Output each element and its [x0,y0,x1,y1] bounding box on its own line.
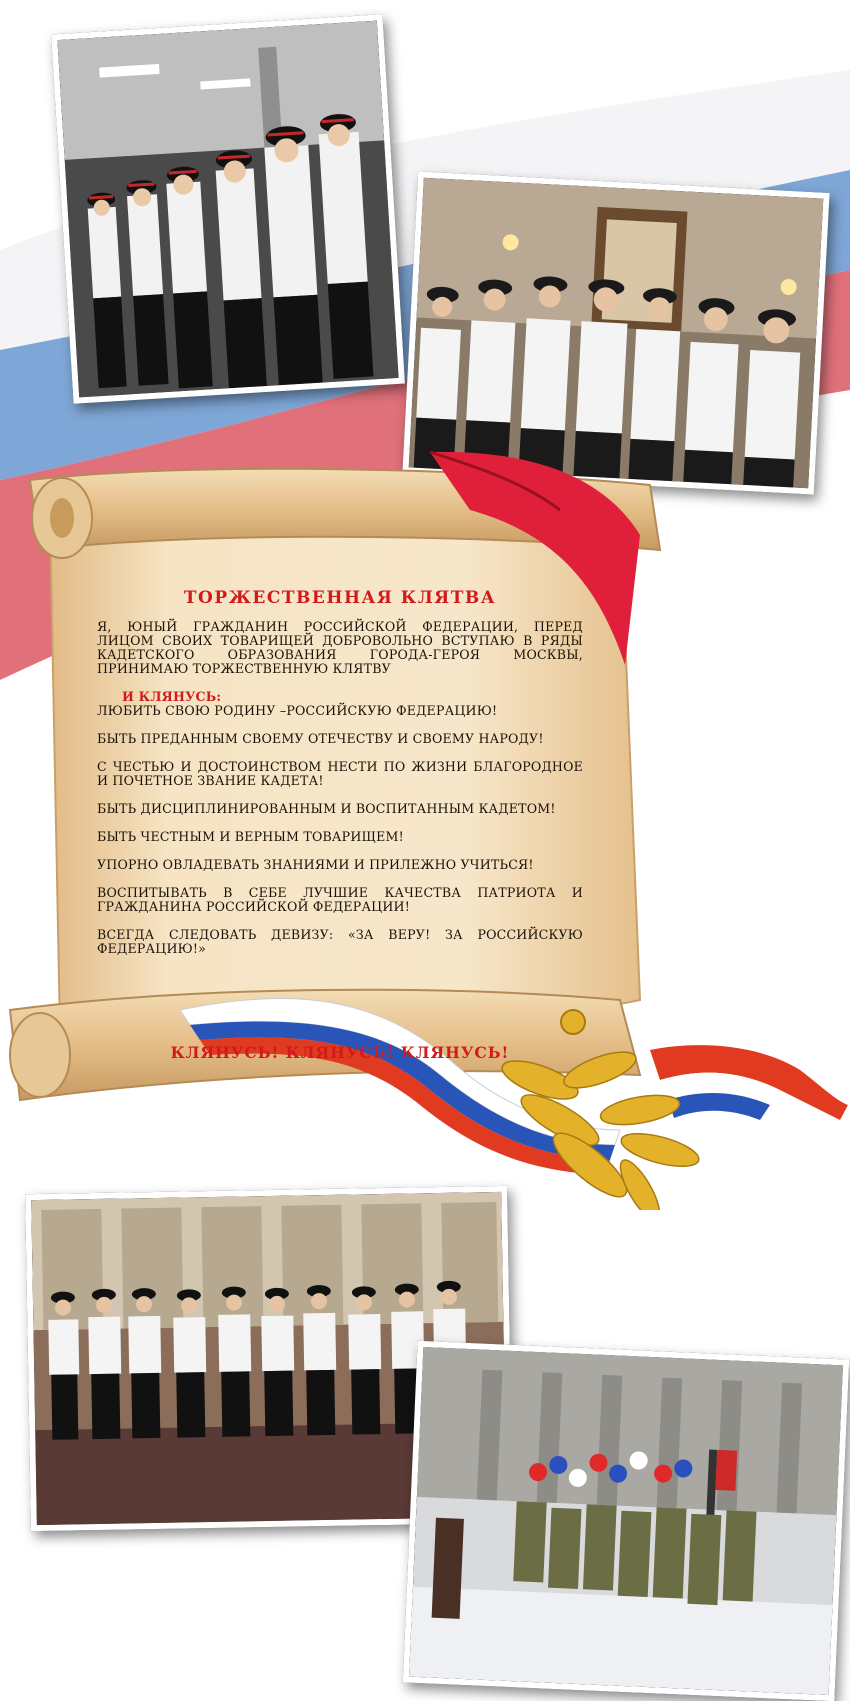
photo-cadets-boys-icon [57,21,398,398]
oath-line: ЛЮБИТЬ СВОЮ РОДИНУ –РОССИЙСКУЮ ФЕДЕРАЦИЮ! [97,703,498,718]
oath-line: С ЧЕСТЬЮ И ДОСТОИНСТВОМ НЕСТИ ПО ЖИЗНИ БЛАГОРОДНОЕ И ПОЧЕТНОЕ ЗВАНИЕ КАДЕТА! [97,759,583,788]
oath-line: БЫТЬ ПРЕДАННЫМ СВОЕМУ ОТЕЧЕСТВУ И СВОЕМУ НАРОДУ! [97,731,544,746]
photo-cadets-outdoor-balloons [403,1341,850,1701]
oath-line: БЫТЬ ДИСЦИПЛИНИРОВАННЫМ И ВОСПИТАННЫМ КАДЕТОМ! [97,801,556,816]
oath-intro: Я, ЮНЫЙ ГРАЖДАНИН РОССИЙСКОЙ ФЕДЕРАЦИИ, ПЕРЕД ЛИЦОМ СВОИХ ТОВАРИЩЕЙ ДОБРОВОЛЬНО ВСТУПАЮ В РЯДЫ КАДЕТСКОГО ОБРАЗОВАНИЯ ГОРОДА-ГЕРОЯ МОСКВЫ, ПРИНИМАЮ ТОРЖЕСТВЕННУЮ КЛЯТВУ [97,619,583,676]
oath-closing: КЛЯНУСЬ! КЛЯНУСЬ! КЛЯНУСЬ! [170,1043,510,1062]
oath-line: ВСЕГДА СЛЕДОВАТЬ ДЕВИЗУ: «ЗА ВЕРУ! ЗА РОССИЙСКУЮ ФЕДЕРАЦИЮ!» [97,927,583,956]
photo-cadets-boys [51,14,405,404]
oath-line: УПОРНО ОВЛАДЕВАТЬ ЗНАНИЯМИ И ПРИЛЕЖНО УЧИТЬСЯ! [97,857,534,872]
oath-text [97,620,583,970]
oath-scroll [0,440,850,1210]
oath-vow-lead: И КЛЯНУСЬ: [122,689,222,704]
oath-line: БЫТЬ ЧЕСТНЫМ И ВЕРНЫМ ТОВАРИЩЕМ! [97,829,404,844]
photo-cadets-outdoor-icon [409,1347,843,1695]
oath-line: ВОСПИТЫВАТЬ В СЕБЕ ЛУЧШИЕ КАЧЕСТВА ПАТРИОТА И ГРАЖДАНИНА РОССИЙСКОЙ ФЕДЕРАЦИИ! [97,885,583,914]
oath-title: ТОРЖЕСТВЕННАЯ КЛЯТВА [183,588,497,608]
